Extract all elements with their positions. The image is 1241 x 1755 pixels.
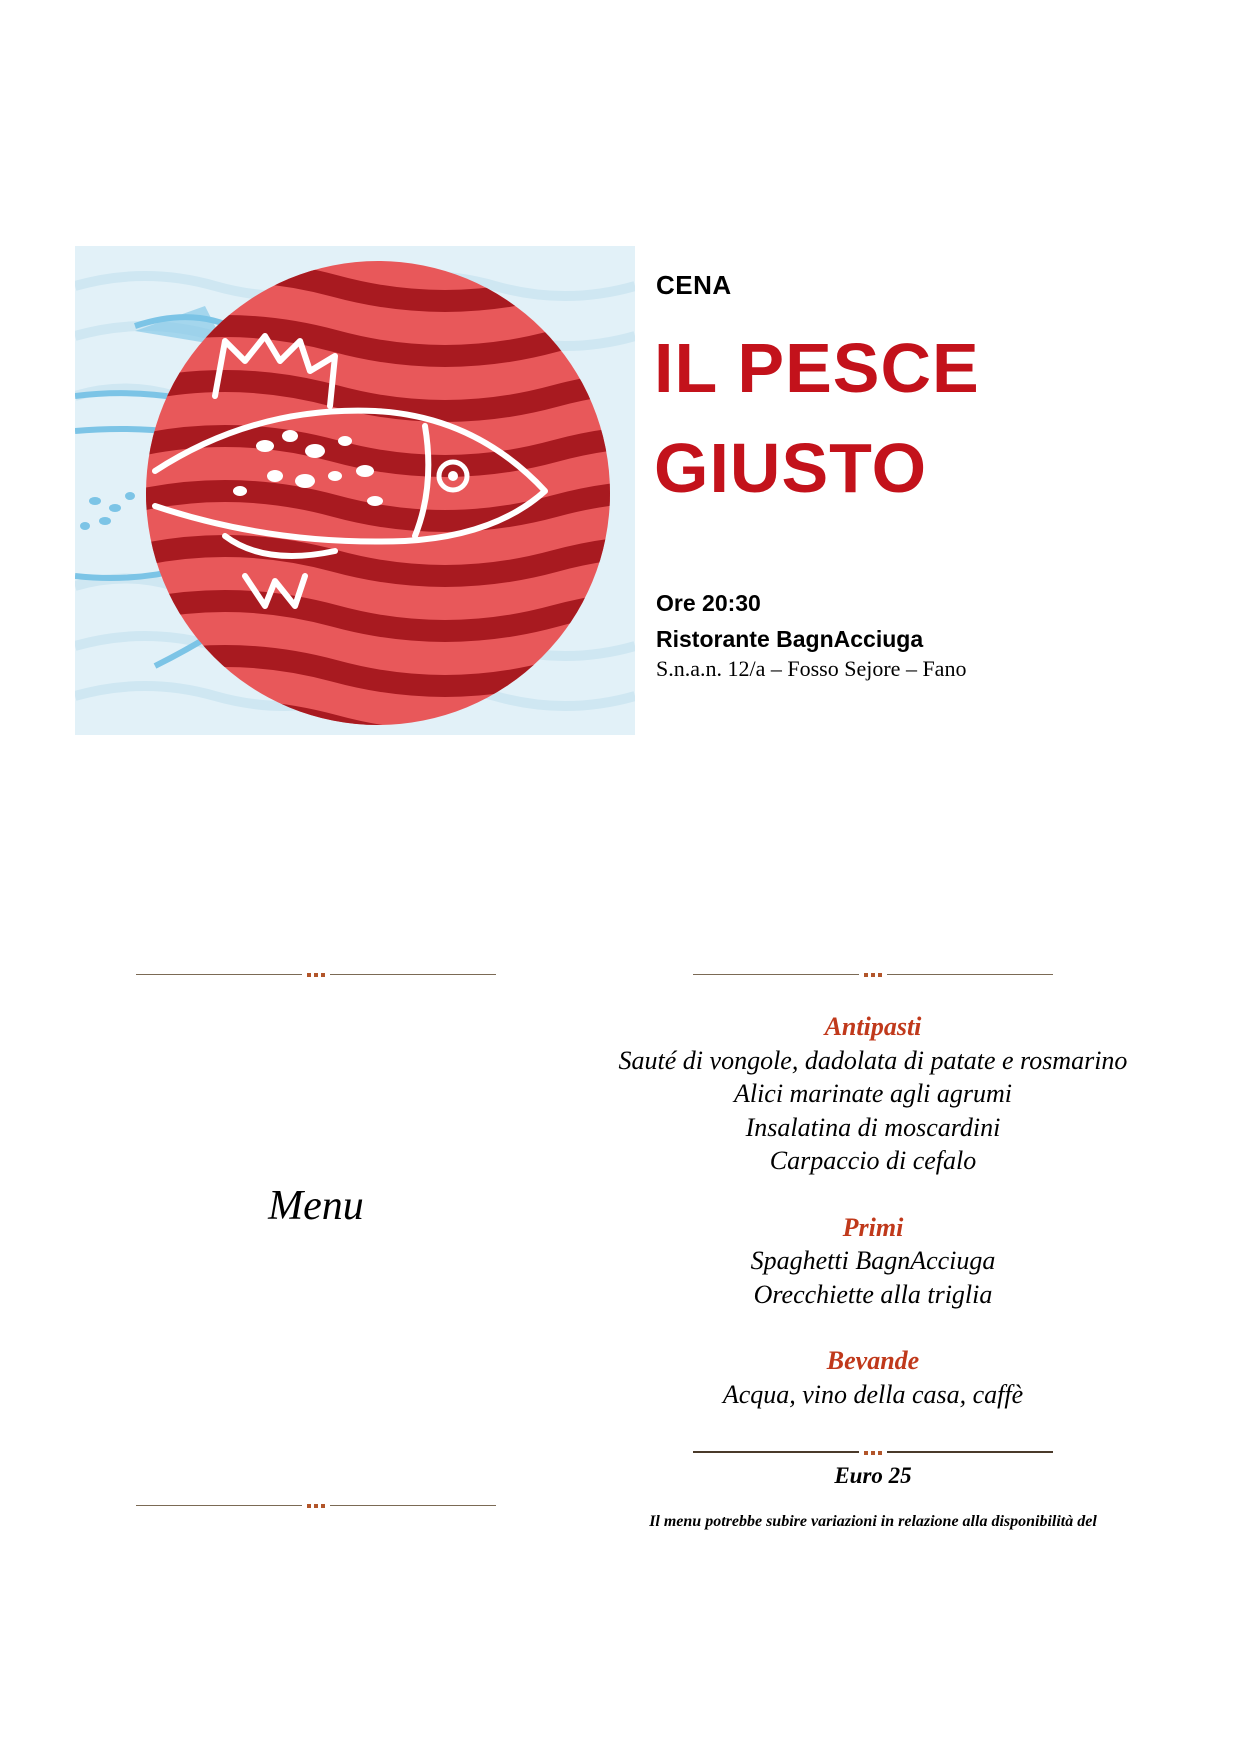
ornament-divider — [693, 970, 1053, 980]
fish-illustration-icon — [75, 246, 635, 735]
ornament-divider — [136, 970, 496, 980]
dish-item: Alici marinate agli agrumi — [733, 1079, 1013, 1108]
price-label: Euro 25 — [834, 1463, 912, 1488]
section-title: Antipasti — [824, 1012, 922, 1041]
menu-section-primi — [573, 1211, 1173, 1312]
ornament-divider — [693, 1448, 1053, 1458]
ornament-divider — [136, 1501, 496, 1511]
menu-list — [573, 1010, 1173, 1444]
dish-item: Insalatina di moscardini — [745, 1112, 1001, 1142]
event-title-line1: IL PESCE — [654, 329, 980, 407]
event-title — [654, 318, 980, 518]
venue-address: S.n.a.n. 12/a – Fosso Sejore – Fano — [656, 656, 967, 681]
section-title: Bevande — [826, 1346, 920, 1375]
dish-item: Spaghetti BagnAcciuga — [750, 1246, 996, 1275]
venue-name: Ristorante BagnAcciuga — [656, 626, 924, 652]
dish-item: Orecchiette alla triglia — [753, 1279, 993, 1309]
dish-item: Carpaccio di cefalo — [769, 1146, 977, 1175]
menu-section-antipasti — [573, 1010, 1173, 1178]
event-title-line2: GIUSTO — [654, 429, 928, 507]
dish-item: Acqua, vino della casa, caffè — [722, 1379, 1024, 1409]
menu-section-bevande — [573, 1344, 1173, 1411]
event-type: CENA — [656, 270, 732, 300]
dish-item: Sauté di vongole, dadolata di patate e rosmarino — [618, 1045, 1128, 1075]
section-title: Primi — [842, 1212, 904, 1242]
menu-label: Menu — [268, 1183, 364, 1229]
event-time: Ore 20:30 — [656, 590, 761, 616]
menu-disclaimer: Il menu potrebbe subire variazioni in relazione alla disponibilità del — [649, 1513, 1097, 1530]
